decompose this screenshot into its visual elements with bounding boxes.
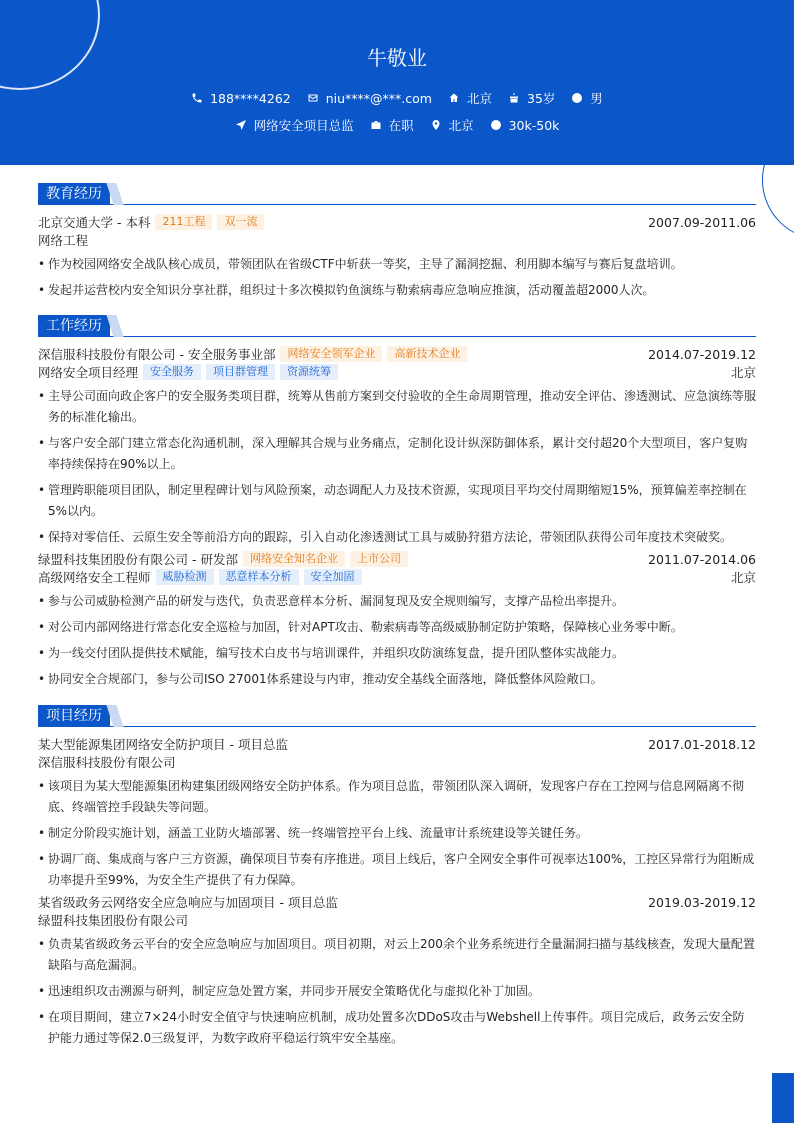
company-name: 绿盟科技集团股份有限公司 - 研发部	[38, 552, 238, 567]
phone-item: 188****4262	[191, 91, 291, 106]
role-tag: 安全加固	[304, 569, 362, 585]
project-company: 深信服科技股份有限公司	[38, 755, 176, 770]
job-date: 2011.07-2014.06	[648, 551, 756, 567]
projects-section	[38, 705, 756, 1049]
list-item: • 制定分阶段实施计划，涵盖工业防火墙部署、统一终端管控平台上线、流量审计系统建设等关键任务。	[38, 823, 756, 844]
decorative-corner-block	[772, 1073, 794, 1123]
role-tag: 安全服务	[143, 364, 201, 380]
list-item: • 协调厂商、集成商与客户三方资源，确保项目节奏有序推进。项目上线后，客户全网安全事件可视率达100%，工控区异常行为阻断成功率提升至99%，为安全生产提供了有力保障。	[38, 849, 756, 891]
project-name: 某省级政务云网络安全应急响应与加固项目 - 项目总监	[38, 895, 338, 910]
company-tag: 高新技术企业	[387, 346, 467, 362]
list-item: • 作为校园网络安全战队核心成员，带领团队在省级CTF中斩获一等奖，主导了漏洞挖掘、利用脚本编写与赛后复盘培训。	[38, 254, 756, 275]
candidate-name: 牛敬业	[367, 46, 427, 70]
company-tag: 上市公司	[350, 551, 408, 567]
list-item: • 与客户安全部门建立常态化沟通机制，深入理解其合规与业务痛点，定制化设计纵深防御体系，累计交付超20个大型项目，客户复购率持续保持在90%以上。	[38, 433, 756, 475]
project-entry-head	[38, 735, 756, 753]
job-role: 高级网络安全工程师	[38, 570, 151, 585]
phone-icon	[191, 92, 203, 104]
education-date: 2007.09-2011.06	[648, 214, 756, 230]
work-section	[38, 315, 756, 690]
age-item: 35岁	[508, 89, 555, 107]
gender-item: 男	[571, 89, 603, 107]
list-item: • 该项目为某大型能源集团构建集团级网络安全防护体系。作为项目总监，带领团队深入调研，发现客户存在工控网与信息网隔离不彻底、终端管控手段缺失等问题。	[38, 776, 756, 818]
job-info-row	[0, 116, 794, 134]
education-entry-head	[38, 213, 756, 231]
home-icon	[448, 92, 460, 104]
major: 网络工程	[38, 233, 89, 248]
job-role-row	[38, 363, 756, 381]
contact-row	[0, 89, 794, 107]
send-icon	[235, 119, 247, 131]
salary-item: 30k-50k	[490, 118, 560, 133]
school-name: 北京交通大学 - 本科	[38, 215, 151, 230]
project-company: 绿盟科技集团股份有限公司	[38, 913, 189, 928]
salary-icon	[490, 119, 502, 131]
gender-icon	[571, 92, 583, 104]
list-item: • 发起并运营校内安全知识分享社群，组织过十多次模拟钓鱼演练与勒索病毒应急响应推演，活动覆盖超2000人次。	[38, 280, 756, 301]
education-section	[38, 183, 756, 301]
city-item: 北京	[430, 116, 474, 134]
role-tag: 威胁检测	[156, 569, 214, 585]
section-title: 项目经历	[38, 705, 756, 727]
project-entry-head	[38, 893, 756, 911]
location-icon	[430, 119, 442, 131]
role-tag: 恶意样本分析	[219, 569, 299, 585]
home-item: 北京	[448, 89, 492, 107]
school-tag: 双一流	[217, 214, 264, 230]
list-item: • 保持对零信任、云原生安全等前沿方向的跟踪，引入自动化渗透测试工具与威胁狩猎方法论，带领团队获得公司年度技术突破奖。	[38, 527, 756, 548]
company-name: 深信服科技股份有限公司 - 安全服务事业部	[38, 347, 276, 362]
target-role-item: 网络安全项目总监	[235, 116, 354, 134]
list-item: • 对公司内部网络进行常态化安全巡检与加固，针对APT攻击、勒索病毒等高级威胁制定防护策略，保障核心业务零中断。	[38, 617, 756, 638]
project-date: 2019.03-2019.12	[648, 894, 756, 910]
list-item: • 协同安全合规部门，参与公司ISO 27001体系建设与内审，推动安全基线全面落地，降低整体风险敞口。	[38, 669, 756, 690]
list-item: • 管理跨职能项目团队，制定里程碑计划与风险预案，动态调配人力及技术资源，实现项目平均交付周期缩短15%，预算偏差率控制在5%以内。	[38, 480, 756, 522]
job-entry-head	[38, 345, 756, 363]
job-city: 北京	[730, 570, 756, 585]
job-date: 2014.07-2019.12	[648, 346, 756, 362]
company-tag: 网络安全知名企业	[243, 551, 345, 567]
section-title: 工作经历	[38, 315, 756, 337]
job-entry-head	[38, 550, 756, 568]
briefcase-icon	[370, 119, 382, 131]
list-item: • 负责某省级政务云平台的安全应急响应与加固项目。项目初期，对云上200余个业务系统进行全量漏洞扫描与基线核查，发现大量配置缺陷与高危漏洞。	[38, 934, 756, 976]
section-title: 教育经历	[38, 183, 756, 205]
email-item: niu****@***.com	[307, 91, 432, 106]
company-tag: 网络安全领军企业	[280, 346, 382, 362]
role-tag: 项目群管理	[206, 364, 275, 380]
job-role-row	[38, 568, 756, 586]
mail-icon	[307, 92, 319, 104]
list-item: • 参与公司威胁检测产品的研发与迭代，负责恶意样本分析、漏洞复现及安全规则编写，支撑产品检出率提升。	[38, 591, 756, 612]
role-tag: 资源统筹	[280, 364, 338, 380]
school-tag: 211工程	[155, 214, 212, 230]
status-item: 在职	[370, 116, 414, 134]
list-item: • 主导公司面向政企客户的安全服务类项目群，统筹从售前方案到交付验收的全生命周期管理，推动安全评估、渗透测试、应急演练等服务的标准化输出。	[38, 386, 756, 428]
project-name: 某大型能源集团网络安全防护项目 - 项目总监	[38, 737, 288, 752]
resume-header	[0, 0, 794, 165]
job-city: 北京	[730, 365, 756, 380]
cake-icon	[508, 92, 520, 104]
list-item: • 迅速组织攻击溯源与研判，制定应急处置方案，并同步开展安全策略优化与虚拟化补丁加固。	[38, 981, 756, 1002]
list-item: • 在项目期间，建立7×24小时安全值守与快速响应机制，成功处置多次DDoS攻击与Webshell上传事件。项目完成后，政务云安全防护能力通过等保2.0三级复评，为数字政府平稳运行筑牢安全基座。	[38, 1007, 756, 1049]
list-item: • 为一线交付团队提供技术赋能，编写技术白皮书与培训课件，并组织攻防演练复盘，提升团队整体实战能力。	[38, 643, 756, 664]
project-date: 2017.01-2018.12	[648, 736, 756, 752]
job-role: 网络安全项目经理	[38, 365, 139, 380]
